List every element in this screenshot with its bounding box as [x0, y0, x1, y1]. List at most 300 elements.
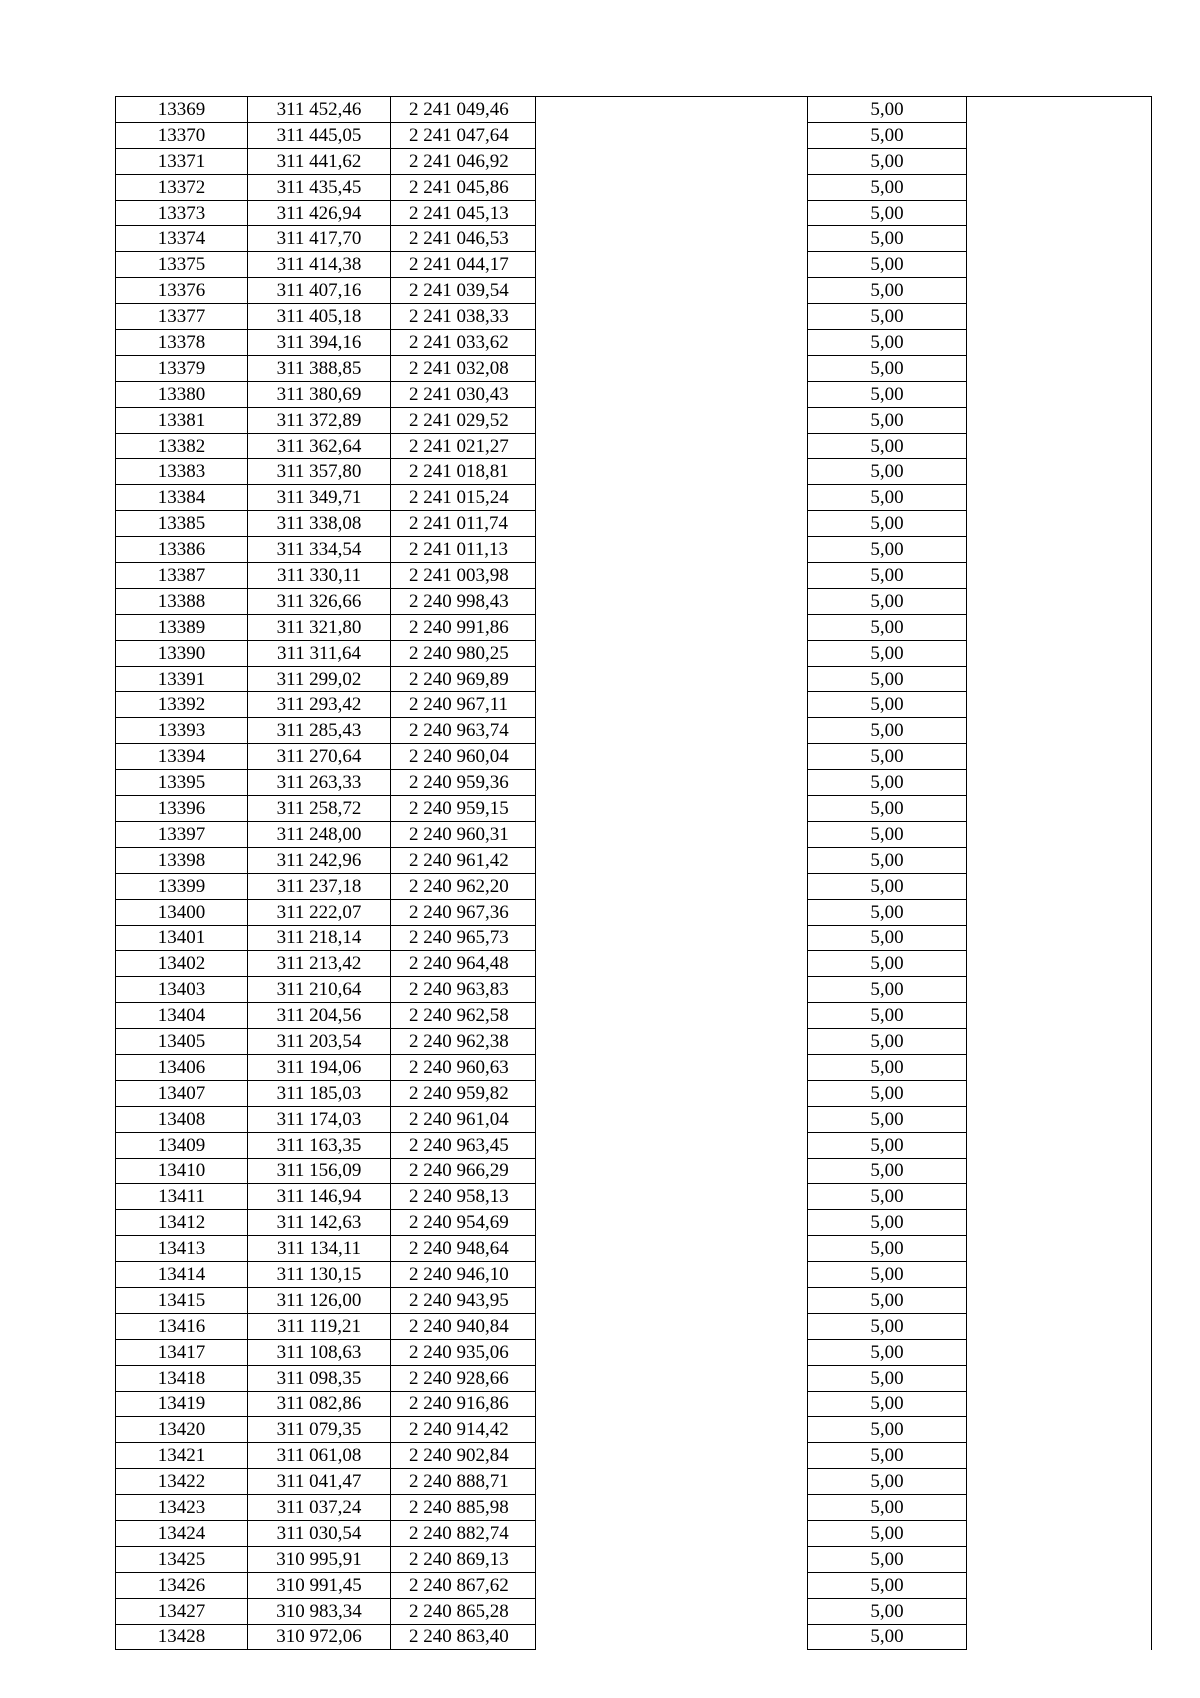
table-row: [116, 355, 1152, 381]
empty-cell: [967, 640, 1152, 666]
y-coordinate-cell: 2 241 045,86: [391, 174, 536, 200]
empty-cell: [967, 1210, 1152, 1236]
empty-cell: [536, 1624, 808, 1650]
value-cell: 5,00: [808, 1236, 967, 1262]
empty-cell: [536, 847, 808, 873]
empty-cell: [536, 977, 808, 1003]
y-coordinate-cell: 2 240 958,13: [391, 1184, 536, 1210]
y-coordinate-cell: 2 241 018,81: [391, 459, 536, 485]
empty-cell: [536, 381, 808, 407]
empty-cell: [967, 821, 1152, 847]
point-number-cell: 13413: [116, 1236, 248, 1262]
empty-cell: [536, 563, 808, 589]
table-row: [116, 873, 1152, 899]
point-number-cell: 13397: [116, 821, 248, 847]
value-cell: 5,00: [808, 899, 967, 925]
table-row: [116, 847, 1152, 873]
x-coordinate-cell: 311 362,64: [248, 433, 391, 459]
value-cell: 5,00: [808, 588, 967, 614]
value-cell: 5,00: [808, 433, 967, 459]
empty-cell: [536, 1469, 808, 1495]
value-cell: 5,00: [808, 977, 967, 1003]
empty-cell: [967, 252, 1152, 278]
table-row: [116, 1546, 1152, 1572]
x-coordinate-cell: 311 163,35: [248, 1132, 391, 1158]
value-cell: 5,00: [808, 1262, 967, 1288]
x-coordinate-cell: 311 041,47: [248, 1469, 391, 1495]
value-cell: 5,00: [808, 951, 967, 977]
empty-cell: [967, 1029, 1152, 1055]
empty-cell: [967, 1262, 1152, 1288]
empty-cell: [967, 97, 1152, 123]
table-row: [116, 485, 1152, 511]
point-number-cell: 13399: [116, 873, 248, 899]
y-coordinate-cell: 2 240 966,29: [391, 1158, 536, 1184]
empty-cell: [536, 1417, 808, 1443]
table-row: [116, 304, 1152, 330]
point-number-cell: 13398: [116, 847, 248, 873]
y-coordinate-cell: 2 240 867,62: [391, 1572, 536, 1598]
value-cell: 5,00: [808, 226, 967, 252]
point-number-cell: 13404: [116, 1003, 248, 1029]
empty-cell: [967, 1598, 1152, 1624]
table-row: [116, 770, 1152, 796]
value-cell: 5,00: [808, 200, 967, 226]
value-cell: 5,00: [808, 97, 967, 123]
empty-cell: [967, 666, 1152, 692]
value-cell: 5,00: [808, 485, 967, 511]
empty-cell: [967, 1132, 1152, 1158]
y-coordinate-cell: 2 240 964,48: [391, 951, 536, 977]
y-coordinate-cell: 2 240 960,63: [391, 1054, 536, 1080]
empty-cell: [536, 226, 808, 252]
y-coordinate-cell: 2 240 959,82: [391, 1080, 536, 1106]
x-coordinate-cell: 311 330,11: [248, 563, 391, 589]
value-cell: 5,00: [808, 1080, 967, 1106]
empty-cell: [967, 226, 1152, 252]
empty-cell: [536, 588, 808, 614]
x-coordinate-cell: 311 349,71: [248, 485, 391, 511]
point-number-cell: 13391: [116, 666, 248, 692]
value-cell: 5,00: [808, 770, 967, 796]
empty-cell: [967, 1287, 1152, 1313]
empty-cell: [536, 1287, 808, 1313]
table-row: [116, 1236, 1152, 1262]
point-number-cell: 13394: [116, 744, 248, 770]
empty-cell: [536, 485, 808, 511]
y-coordinate-cell: 2 240 940,84: [391, 1313, 536, 1339]
empty-cell: [536, 899, 808, 925]
point-number-cell: 13376: [116, 278, 248, 304]
empty-cell: [536, 1106, 808, 1132]
x-coordinate-cell: 311 299,02: [248, 666, 391, 692]
empty-cell: [967, 873, 1152, 899]
table-row: [116, 1624, 1152, 1650]
table-row: [116, 537, 1152, 563]
point-number-cell: 13379: [116, 355, 248, 381]
y-coordinate-cell: 2 240 885,98: [391, 1495, 536, 1521]
empty-cell: [536, 433, 808, 459]
empty-cell: [536, 537, 808, 563]
point-number-cell: 13421: [116, 1443, 248, 1469]
x-coordinate-cell: 311 082,86: [248, 1391, 391, 1417]
empty-cell: [536, 200, 808, 226]
point-number-cell: 13427: [116, 1598, 248, 1624]
empty-cell: [536, 1313, 808, 1339]
table-row: [116, 278, 1152, 304]
table-row: [116, 174, 1152, 200]
empty-cell: [967, 200, 1152, 226]
empty-cell: [536, 951, 808, 977]
empty-cell: [967, 1080, 1152, 1106]
value-cell: 5,00: [808, 1106, 967, 1132]
y-coordinate-cell: 2 240 914,42: [391, 1417, 536, 1443]
point-number-cell: 13386: [116, 537, 248, 563]
y-coordinate-cell: 2 240 916,86: [391, 1391, 536, 1417]
empty-cell: [967, 925, 1152, 951]
value-cell: 5,00: [808, 796, 967, 822]
value-cell: 5,00: [808, 1469, 967, 1495]
empty-cell: [967, 1391, 1152, 1417]
empty-cell: [967, 148, 1152, 174]
x-coordinate-cell: 311 061,08: [248, 1443, 391, 1469]
point-number-cell: 13388: [116, 588, 248, 614]
y-coordinate-cell: 2 240 969,89: [391, 666, 536, 692]
point-number-cell: 13416: [116, 1313, 248, 1339]
x-coordinate-cell: 311 203,54: [248, 1029, 391, 1055]
empty-cell: [536, 97, 808, 123]
empty-cell: [967, 588, 1152, 614]
table-row: [116, 511, 1152, 537]
empty-cell: [967, 614, 1152, 640]
value-cell: 5,00: [808, 355, 967, 381]
empty-cell: [536, 1054, 808, 1080]
x-coordinate-cell: 311 126,00: [248, 1287, 391, 1313]
point-number-cell: 13396: [116, 796, 248, 822]
value-cell: 5,00: [808, 1598, 967, 1624]
value-cell: 5,00: [808, 122, 967, 148]
x-coordinate-cell: 311 405,18: [248, 304, 391, 330]
value-cell: 5,00: [808, 1184, 967, 1210]
point-number-cell: 13372: [116, 174, 248, 200]
empty-cell: [536, 174, 808, 200]
empty-cell: [967, 692, 1152, 718]
value-cell: 5,00: [808, 1546, 967, 1572]
x-coordinate-cell: 311 079,35: [248, 1417, 391, 1443]
table-row: [116, 1210, 1152, 1236]
value-cell: 5,00: [808, 718, 967, 744]
empty-cell: [967, 1469, 1152, 1495]
table-row: [116, 1003, 1152, 1029]
value-cell: 5,00: [808, 1158, 967, 1184]
empty-cell: [967, 1158, 1152, 1184]
y-coordinate-cell: 2 240 960,04: [391, 744, 536, 770]
value-cell: 5,00: [808, 407, 967, 433]
empty-cell: [967, 1054, 1152, 1080]
value-cell: 5,00: [808, 1210, 967, 1236]
point-number-cell: 13405: [116, 1029, 248, 1055]
empty-cell: [967, 1184, 1152, 1210]
y-coordinate-cell: 2 241 044,17: [391, 252, 536, 278]
empty-cell: [967, 174, 1152, 200]
point-number-cell: 13402: [116, 951, 248, 977]
y-coordinate-cell: 2 240 863,40: [391, 1624, 536, 1650]
table-row: [116, 1029, 1152, 1055]
value-cell: 5,00: [808, 304, 967, 330]
empty-cell: [536, 1029, 808, 1055]
empty-cell: [536, 1184, 808, 1210]
point-number-cell: 13418: [116, 1365, 248, 1391]
x-coordinate-cell: 311 435,45: [248, 174, 391, 200]
table-row: [116, 122, 1152, 148]
empty-cell: [967, 1236, 1152, 1262]
y-coordinate-cell: 2 240 959,36: [391, 770, 536, 796]
x-coordinate-cell: 311 119,21: [248, 1313, 391, 1339]
point-number-cell: 13370: [116, 122, 248, 148]
x-coordinate-cell: 311 130,15: [248, 1262, 391, 1288]
table-row: [116, 821, 1152, 847]
empty-cell: [967, 1443, 1152, 1469]
y-coordinate-cell: 2 240 869,13: [391, 1546, 536, 1572]
value-cell: 5,00: [808, 1132, 967, 1158]
empty-cell: [967, 407, 1152, 433]
value-cell: 5,00: [808, 330, 967, 356]
x-coordinate-cell: 311 338,08: [248, 511, 391, 537]
y-coordinate-cell: 2 240 962,58: [391, 1003, 536, 1029]
point-number-cell: 13378: [116, 330, 248, 356]
point-number-cell: 13415: [116, 1287, 248, 1313]
empty-cell: [536, 1520, 808, 1546]
value-cell: 5,00: [808, 847, 967, 873]
empty-cell: [967, 951, 1152, 977]
empty-cell: [536, 1443, 808, 1469]
x-coordinate-cell: 311 156,09: [248, 1158, 391, 1184]
table-row: [116, 1080, 1152, 1106]
table-row: [116, 1469, 1152, 1495]
y-coordinate-cell: 2 240 948,64: [391, 1236, 536, 1262]
table-row: [116, 407, 1152, 433]
empty-cell: [967, 1546, 1152, 1572]
value-cell: 5,00: [808, 1054, 967, 1080]
empty-cell: [967, 1624, 1152, 1650]
y-coordinate-cell: 2 241 039,54: [391, 278, 536, 304]
x-coordinate-cell: 311 394,16: [248, 330, 391, 356]
table-row: [116, 459, 1152, 485]
x-coordinate-cell: 311 334,54: [248, 537, 391, 563]
table-row: [116, 381, 1152, 407]
table-row: [116, 744, 1152, 770]
table-row: [116, 1158, 1152, 1184]
empty-cell: [536, 407, 808, 433]
x-coordinate-cell: 311 293,42: [248, 692, 391, 718]
x-coordinate-cell: 311 388,85: [248, 355, 391, 381]
table-row: [116, 97, 1152, 123]
value-cell: 5,00: [808, 1495, 967, 1521]
table-row: [116, 1495, 1152, 1521]
table-row: [116, 1391, 1152, 1417]
table-row: [116, 1132, 1152, 1158]
empty-cell: [967, 1417, 1152, 1443]
point-number-cell: 13393: [116, 718, 248, 744]
empty-cell: [536, 1158, 808, 1184]
table-row: [116, 1365, 1152, 1391]
value-cell: 5,00: [808, 925, 967, 951]
table-row: [116, 1520, 1152, 1546]
x-coordinate-cell: 311 258,72: [248, 796, 391, 822]
y-coordinate-cell: 2 241 032,08: [391, 355, 536, 381]
y-coordinate-cell: 2 241 033,62: [391, 330, 536, 356]
point-number-cell: 13384: [116, 485, 248, 511]
empty-cell: [536, 330, 808, 356]
y-coordinate-cell: 2 241 003,98: [391, 563, 536, 589]
table-row: [116, 718, 1152, 744]
table-row: [116, 899, 1152, 925]
y-coordinate-cell: 2 240 963,45: [391, 1132, 536, 1158]
table-row: [116, 666, 1152, 692]
value-cell: 5,00: [808, 1391, 967, 1417]
empty-cell: [967, 977, 1152, 1003]
point-number-cell: 13428: [116, 1624, 248, 1650]
point-number-cell: 13385: [116, 511, 248, 537]
x-coordinate-cell: 311 426,94: [248, 200, 391, 226]
table-row: [116, 200, 1152, 226]
point-number-cell: 13422: [116, 1469, 248, 1495]
point-number-cell: 13417: [116, 1339, 248, 1365]
value-cell: 5,00: [808, 666, 967, 692]
x-coordinate-cell: 311 185,03: [248, 1080, 391, 1106]
table-row: [116, 614, 1152, 640]
point-number-cell: 13395: [116, 770, 248, 796]
y-coordinate-cell: 2 240 962,38: [391, 1029, 536, 1055]
empty-cell: [536, 1495, 808, 1521]
y-coordinate-cell: 2 241 038,33: [391, 304, 536, 330]
value-cell: 5,00: [808, 511, 967, 537]
y-coordinate-cell: 2 240 961,04: [391, 1106, 536, 1132]
point-number-cell: 13420: [116, 1417, 248, 1443]
y-coordinate-cell: 2 241 045,13: [391, 200, 536, 226]
table-row: [116, 1443, 1152, 1469]
point-number-cell: 13419: [116, 1391, 248, 1417]
empty-cell: [967, 1339, 1152, 1365]
empty-cell: [536, 692, 808, 718]
empty-cell: [967, 433, 1152, 459]
y-coordinate-cell: 2 240 960,31: [391, 821, 536, 847]
value-cell: 5,00: [808, 278, 967, 304]
point-number-cell: 13406: [116, 1054, 248, 1080]
point-number-cell: 13414: [116, 1262, 248, 1288]
empty-cell: [967, 330, 1152, 356]
x-coordinate-cell: 311 213,42: [248, 951, 391, 977]
x-coordinate-cell: 311 108,63: [248, 1339, 391, 1365]
point-number-cell: 13373: [116, 200, 248, 226]
table-row: [116, 977, 1152, 1003]
table-row: [116, 1106, 1152, 1132]
empty-cell: [536, 1339, 808, 1365]
empty-cell: [536, 1003, 808, 1029]
value-cell: 5,00: [808, 821, 967, 847]
empty-cell: [536, 459, 808, 485]
value-cell: 5,00: [808, 1003, 967, 1029]
y-coordinate-cell: 2 241 047,64: [391, 122, 536, 148]
value-cell: 5,00: [808, 381, 967, 407]
empty-cell: [536, 304, 808, 330]
table-row: [116, 1572, 1152, 1598]
x-coordinate-cell: 311 242,96: [248, 847, 391, 873]
table-row: [116, 252, 1152, 278]
point-number-cell: 13374: [116, 226, 248, 252]
empty-cell: [967, 1313, 1152, 1339]
empty-cell: [967, 304, 1152, 330]
value-cell: 5,00: [808, 252, 967, 278]
x-coordinate-cell: 310 991,45: [248, 1572, 391, 1598]
y-coordinate-cell: 2 240 865,28: [391, 1598, 536, 1624]
empty-cell: [967, 1520, 1152, 1546]
value-cell: 5,00: [808, 640, 967, 666]
value-cell: 5,00: [808, 174, 967, 200]
table-row: [116, 1598, 1152, 1624]
table-row: [116, 692, 1152, 718]
empty-cell: [536, 640, 808, 666]
empty-cell: [967, 744, 1152, 770]
empty-cell: [536, 821, 808, 847]
empty-cell: [536, 744, 808, 770]
point-number-cell: 13382: [116, 433, 248, 459]
y-coordinate-cell: 2 240 963,83: [391, 977, 536, 1003]
y-coordinate-cell: 2 240 963,74: [391, 718, 536, 744]
point-number-cell: 13412: [116, 1210, 248, 1236]
x-coordinate-cell: 311 270,64: [248, 744, 391, 770]
point-number-cell: 13400: [116, 899, 248, 925]
empty-cell: [967, 511, 1152, 537]
value-cell: 5,00: [808, 1339, 967, 1365]
value-cell: 5,00: [808, 1417, 967, 1443]
empty-cell: [536, 1365, 808, 1391]
table-row: [116, 1054, 1152, 1080]
x-coordinate-cell: 311 321,80: [248, 614, 391, 640]
table-row: [116, 226, 1152, 252]
y-coordinate-cell: 2 240 882,74: [391, 1520, 536, 1546]
value-cell: 5,00: [808, 873, 967, 899]
empty-cell: [536, 718, 808, 744]
point-number-cell: 13380: [116, 381, 248, 407]
empty-cell: [536, 770, 808, 796]
y-coordinate-cell: 2 240 980,25: [391, 640, 536, 666]
x-coordinate-cell: 311 204,56: [248, 1003, 391, 1029]
x-coordinate-cell: 311 174,03: [248, 1106, 391, 1132]
y-coordinate-cell: 2 240 998,43: [391, 588, 536, 614]
point-number-cell: 13408: [116, 1106, 248, 1132]
x-coordinate-cell: 310 995,91: [248, 1546, 391, 1572]
table-row: [116, 1339, 1152, 1365]
x-coordinate-cell: 311 037,24: [248, 1495, 391, 1521]
point-number-cell: 13381: [116, 407, 248, 433]
y-coordinate-cell: 2 240 961,42: [391, 847, 536, 873]
empty-cell: [967, 1572, 1152, 1598]
point-number-cell: 13383: [116, 459, 248, 485]
y-coordinate-cell: 2 241 015,24: [391, 485, 536, 511]
empty-cell: [536, 1546, 808, 1572]
table-row: [116, 1313, 1152, 1339]
table-row: [116, 640, 1152, 666]
empty-cell: [536, 873, 808, 899]
x-coordinate-cell: 311 134,11: [248, 1236, 391, 1262]
value-cell: 5,00: [808, 563, 967, 589]
y-coordinate-cell: 2 240 954,69: [391, 1210, 536, 1236]
y-coordinate-cell: 2 240 962,20: [391, 873, 536, 899]
coordinates-table: [115, 96, 1152, 1650]
empty-cell: [536, 278, 808, 304]
empty-cell: [536, 1132, 808, 1158]
